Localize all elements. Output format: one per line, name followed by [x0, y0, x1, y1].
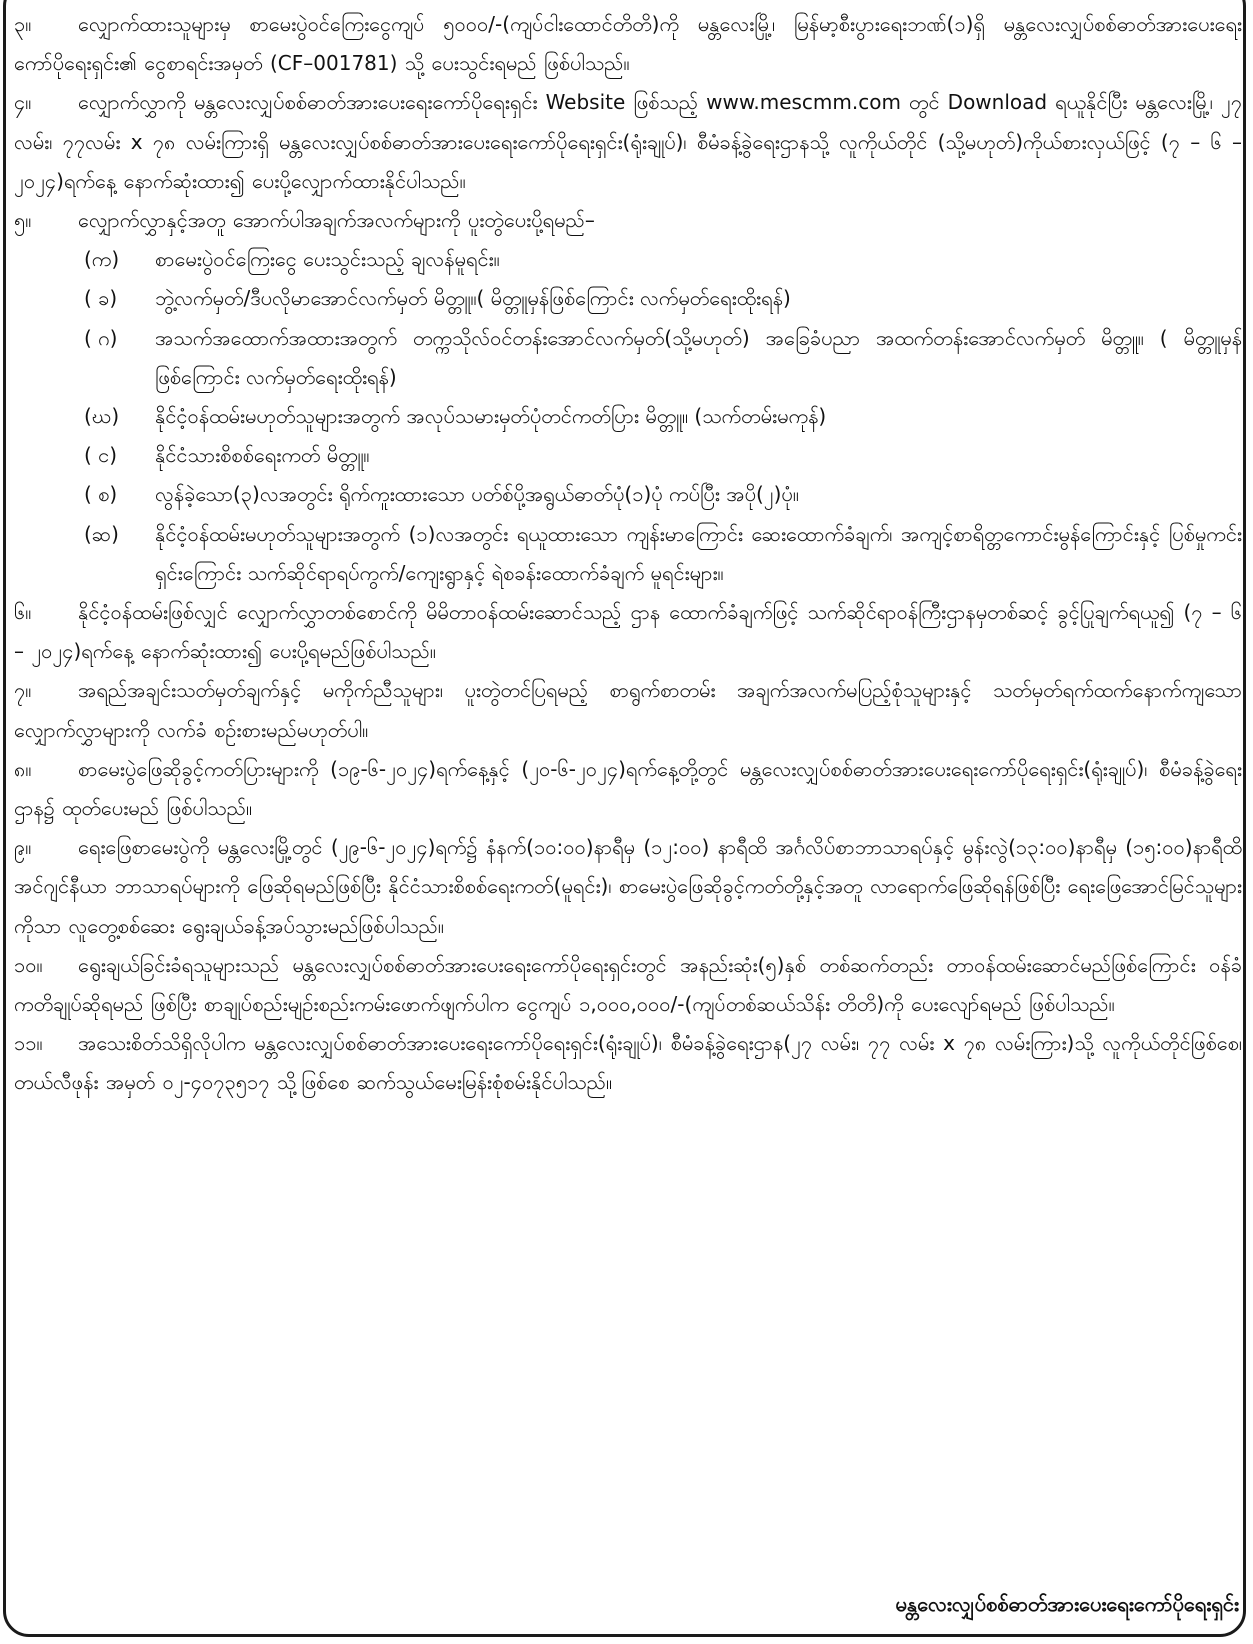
item-text: နိုင်ငံသားစိစစ်ရေးကတ် မိတ္တူ။: [155, 443, 370, 468]
list-item: [14, 240, 1242, 279]
item-marker: (ဃ): [84, 404, 120, 429]
list-item: [14, 397, 1242, 436]
issuer-signature: မန္တလေးလျှပ်စစ်ဓာတ်အားပေးရေးကော်ပိုရေးရှင်း: [895, 1592, 1239, 1616]
paragraph-text: လျှောက်လွှာနှင့်အတူ အောက်ပါအချက်အလက်များကို ပူးတွဲပေးပို့ရမည်–: [78, 208, 595, 233]
paragraph-6: [14, 593, 1242, 671]
paragraph-text: လျှောက်ထားသူများမှ စာမေးပွဲဝင်ကြေးငွေကျပ် ၅၀၀၀/-(ကျပ်ငါးထောင်တိတိ)ကို မန္တလေးမြို့၊ မြန်မာ့စီးပွားရေးဘဏ်(၁)ရှိ မန္တလေးလျှပ်စစ်ဓာတ်အားပေးရေးကော်ပိုရေးရှင်း၏ ငွေစာရင်းအမှတ် (CF–001781) သို့ ပေးသွင်းရမည် ဖြစ်ပါသည်။: [14, 12, 1242, 76]
paragraph-number: ၁၀။: [14, 952, 43, 977]
paragraph-text: ရွေးချယ်ခြင်းခံရသူများသည် မန္တလေးလျှပ်စစ်ဓာတ်အားပေးရေးကော်ပိုရေးရှင်းတွင် အနည်းဆုံး(၅)နှစ် တစ်ဆက်တည်း တာဝန်ထမ်းဆောင်မည်ဖြစ်ကြောင်း ဝန်ခံကတိချုပ်ဆိုရမည် ဖြစ်ပြီး စာချုပ်စည်းမျဉ်းစည်းကမ်းဖောက်ဖျက်ပါက ငွေကျပ် ၁,၀၀၀,၀၀၀/-(ကျပ်တစ်ဆယ်သိန်း တိတိ)ကို ပေးလျော်ရမည် ဖြစ်ပါသည်။: [14, 952, 1242, 1017]
paragraph-number: ၇။: [14, 678, 32, 703]
paragraph-text: စာမေးပွဲဖြေဆိုခွင့်ကတ်ပြားများကို (၁၉-၆-၂၀၂၄)ရက်နေ့နှင့် (၂၀-၆-၂၀၂၄)ရက်နေ့တို့တွင် မန္တလေးလျှပ်စစ်ဓာတ်အားပေးရေးကော်ပိုရေးရှင်း(ရုံးချုပ်)၊ စီမံခန့်ခွဲရေးဌာန၌ ထုတ်ပေးမည် ဖြစ်ပါသည်။: [14, 756, 1242, 821]
paragraph-number: ၆။: [14, 600, 32, 625]
paragraph-text: နိုင်ငံ့ဝန်ထမ်းဖြစ်လျှင် လျှောက်လွှာတစ်စောင်ကို မိမိတာဝန်ထမ်းဆောင်သည့် ဌာန ထောက်ခံချက်ဖြင့် သက်ဆိုင်ရာဝန်ကြီးဌာနမှတစ်ဆင့် ခွင့်ပြုချက်ရယူ၍ (၇ – ၆ – ၂၀၂၄)ရက်နေ့ နောက်ဆုံးထား၍ ပေးပို့ရမည်ဖြစ်ပါသည်။: [14, 600, 1242, 664]
item-marker: (က): [84, 247, 120, 272]
paragraph-9: [14, 828, 1242, 946]
paragraph-number: ၉။: [14, 835, 32, 860]
paragraph-10: [14, 946, 1242, 1024]
paragraph-4: [14, 83, 1242, 201]
paragraph-text: အရည်အချင်းသတ်မှတ်ချက်နှင့် မကိုက်ညီသူများ၊ ပူးတွဲတင်ပြရမည့် စာရွက်စာတမ်း အချက်အလက်မပြည့်စုံသူများနှင့် သတ်မှတ်ရက်ထက်နောက်ကျသော လျှောက်လွှာများကို လက်ခံ စဉ်းစားမည်မဟုတ်ပါ။: [14, 678, 1242, 742]
paragraph-5: [14, 201, 1242, 240]
paragraph-7: [14, 671, 1242, 749]
paragraph-number: ၈။: [14, 756, 32, 781]
item-marker: ( ခ): [84, 286, 118, 311]
paragraph-8: [14, 750, 1242, 828]
list-item: [14, 279, 1242, 318]
paragraph-number: ၁၁။: [14, 1031, 43, 1056]
item-text: လွန်ခဲ့သော(၃)လအတွင်း ရိုက်ကူးထားသော ပတ်စ်ပို့အရွယ်ဓာတ်ပုံ(၁)ပုံ ကပ်ပြီး အပို(၂)ပုံ။: [155, 482, 799, 507]
paragraph-text: ရေးဖြေစာမေးပွဲကို မန္တလေးမြို့တွင် (၂၉-၆-၂၀၂၄)ရက်၌ နံနက်(၁၀:၀၀)နာရီမှ (၁၂:၀၀) နာရီထိ အင်္ဂလိပ်စာဘာသာရပ်နှင့် မွန်းလွဲ(၁၃:၀၀)နာရီမှ (၁၅:၀၀)နာရီထိ အင်ဂျင်နီယာ ဘာသာရပ်များကို ဖြေဆိုရမည်ဖြစ်ပြီး နိုင်ငံသားစိစစ်ရေးကတ်(မူရင်း)၊ စာမေးပွဲဖြေဆိုခွင့်ကတ်တို့နှင့်အတူ လာရောက်ဖြေဆိုရန်ဖြစ်ပြီး ရေးဖြေအောင်မြင်သူများကိုသာ လူတွေ့စစ်ဆေး ရွေးချယ်ခန့်အပ်သွားမည်ဖြစ်ပါသည်။: [14, 835, 1242, 938]
paragraph-11: [14, 1024, 1242, 1102]
list-item: [14, 515, 1242, 593]
item-text: ဘွဲ့လက်မှတ်/ဒီပလိုမာအောင်လက်မှတ် မိတ္တူ။( မိတ္တူမှန်ဖြစ်ကြောင်း လက်မှတ်ရေးထိုးရန်): [155, 286, 791, 311]
list-item: [14, 475, 1242, 514]
paragraph-3: [14, 5, 1242, 83]
paragraph-number: ၃။: [14, 12, 32, 36]
paragraph-text: လျှောက်လွှာကို မန္တလေးလျှပ်စစ်ဓာတ်အားပေးရေးကော်ပိုရေးရှင်း Website ဖြစ်သည့် www.mescmm.com တွင် Download ရယူနိုင်ပြီး မန္တလေးမြို့၊ ၂၇ လမ်း၊ ၇၇လမ်း x ၇၈ လမ်းကြားရှိ မန္တလေးလျှပ်စစ်ဓာတ်အားပေးရေးကော်ပိုရေးရှင်း(ရုံးချုပ်)၊ စီမံခန့်ခွဲရေးဌာနသို့ လူကိုယ်တိုင် (သို့မဟုတ်)ကိုယ်စားလှယ်ဖြင့် (၇ – ၆ – ၂၀၂၄)ရက်နေ့ နောက်ဆုံးထား၍ ပေးပို့လျှောက်ထားနိုင်ပါသည်။: [14, 90, 1242, 193]
notice-body: [14, 5, 1242, 1103]
item-text: နိုင်ငံ့ဝန်ထမ်းမဟုတ်သူများအတွက် (၁)လအတွင်း ရယူထားသော ကျန်းမာကြောင်း ဆေးထောက်ခံချက်၊ အကျင့်စာရိတ္တကောင်းမွန်ကြောင်းနှင့် ပြစ်မှုကင်းရှင်းကြောင်း သက်ဆိုင်ရာရပ်ကွက်/ကျေးရွာနှင့် ရဲစခန်းထောက်ခံချက် မူရင်းများ။: [155, 521, 1242, 585]
list-item: [14, 319, 1242, 397]
paragraph-number: ၅။: [14, 208, 32, 233]
item-marker: ( င): [84, 443, 118, 468]
item-marker: (ဆ): [84, 521, 119, 546]
item-text: အသက်အထောက်အထားအတွက် တက္ကသိုလ်ဝင်တန်းအောင်လက်မှတ်(သို့မဟုတ်) အခြေခံပညာ အထက်တန်းအောင်လက်မှတ် မိတ္တူ။ ( မိတ္တူမှန်ဖြစ်ကြောင်း လက်မှတ်ရေးထိုးရန်): [155, 325, 1242, 389]
item-text: နိုင်ငံ့ဝန်ထမ်းမဟုတ်သူများအတွက် အလုပ်သမားမှတ်ပုံတင်ကတ်ပြား မိတ္တူ။ (သက်တမ်းမကုန်): [155, 404, 827, 429]
list-item: [14, 436, 1242, 475]
item-text: စာမေးပွဲဝင်ကြေးငွေ ပေးသွင်းသည့် ချလန်မူရင်း။: [155, 247, 500, 272]
item-marker: ( ဂ): [84, 325, 118, 350]
paragraph-text: အသေးစိတ်သိရှိလိုပါက မန္တလေးလျှပ်စစ်ဓာတ်အားပေးရေးကော်ပိုရေးရှင်း(ရုံးချုပ်)၊ စီမံခန့်ခွဲရေးဌာန(၂၇ လမ်း၊ ၇၇ လမ်း x ၇၈ လမ်းကြား)သို့ လူကိုယ်တိုင်ဖြစ်စေ၊ တယ်လီဖုန်း အမှတ် ၀၂-၄၀၇၃၅၁၇ သို့ဖြစ်စေ ဆက်သွယ်မေးမြန်းစုံစမ်းနိုင်ပါသည်။: [14, 1031, 1242, 1095]
item-marker: ( စ): [84, 482, 118, 507]
attachment-list: [14, 240, 1242, 593]
paragraph-number: ၄။: [14, 90, 32, 115]
